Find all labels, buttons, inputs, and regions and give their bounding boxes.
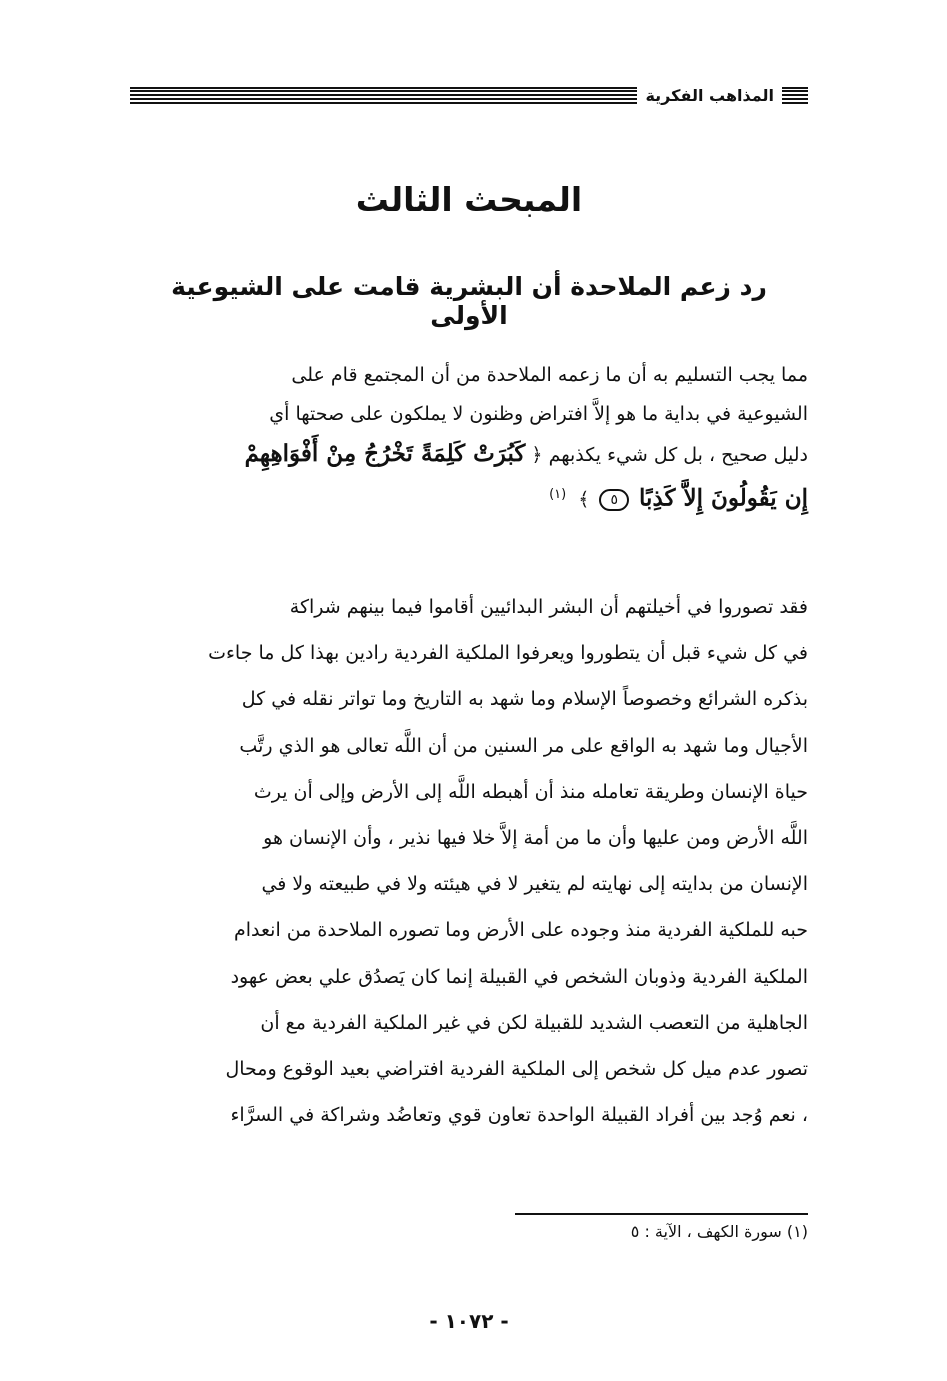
quran-verse-part1: كَبُرَتْ كَلِمَةً تَخْرُجُ مِنْ أَفْوَاهِهِمْ (244, 440, 526, 467)
paragraph-2 (130, 584, 808, 1138)
paragraph-line: في كل شيء قبل أن يتطوروا ويعرفوا الملكية الفردية رادين بهذا كل ما جاءت (208, 642, 808, 665)
paragraph-line (130, 434, 808, 475)
header-rule-left (130, 87, 637, 104)
footnote-divider (515, 1213, 808, 1215)
paragraph-line: الجاهلية من التعصب الشديد للقبيلة لكن في غير الملكية الفردية مع أن (260, 1011, 808, 1034)
paragraph-line: الأجيال وما شهد به الواقع على مر السنين من أن اللَّه تعالى هو الذي رتَّب (239, 734, 808, 757)
running-header (130, 84, 808, 106)
page-number: - ١٠٧٢ - (429, 1309, 509, 1333)
footnote-reference: (١) (549, 487, 567, 502)
paragraph-line-text: دليل صحيح ، بل كل شيء يكذبهم (548, 444, 808, 466)
paragraph-line: الإنسان من بدايته إلى نهايته لم يتغير لا في هيئته ولا في طبيعته ولا في (261, 873, 808, 896)
section-title: المبحث الثالث (355, 180, 583, 219)
paragraph-line: مما يجب التسليم به أن ما زعمه الملاحدة من أن المجتمع قام على (291, 364, 808, 386)
paragraph-line: الشيوعية في بداية ما هو إلاَّ افتراض وظنون لا يملكون على صحتها أي (269, 403, 808, 425)
footnote-text: (١) سورة الكهف ، الآية : ٥ (630, 1222, 808, 1241)
paragraph-line: حياة الإنسان وطريقة تعامله منذ أن أهبطه اللَّه إلى الأرض وإلى أن يرث (253, 780, 808, 803)
paragraph-line: الملكية الفردية وذوبان الشخص في القبيلة إنما كان يَصدُق علي بعض عهود (230, 965, 808, 988)
paragraph-line (130, 475, 808, 519)
quran-verse-part2: إِن يَقُولُونَ إِلاَّ كَذِبًا (639, 484, 808, 512)
header-title: المذاهب الفكرية (645, 85, 774, 105)
quran-bracket-open: ﴿ (531, 444, 543, 466)
paragraph-line: حبه للملكية الفردية منذ وجوده على الأرض وما تصوره الملاحدة من انعدام (233, 919, 808, 942)
paragraph-line: ، نعم وُجد بين أفراد القبيلة الواحدة تعاون قوي وتعاضُد وشراكة في السرَّاء (230, 1104, 808, 1127)
paragraph-line: فقد تصوروا في أخيلتهم أن البشر البدائيين أقاموا فيما بينهم شراكة (289, 596, 808, 618)
paragraph-1 (130, 356, 808, 519)
header-rule-right (782, 87, 808, 104)
quran-bracket-close: ﴾ (578, 488, 590, 511)
paragraph-line: بذكره الشرائع وخصوصاً الإسلام وما شهد به التاريخ وما تواتر نقله في كل (241, 688, 808, 711)
section-subtitle: رد زعم الملاحدة أن البشرية قامت على الشيوعية الأولى (171, 272, 767, 330)
verse-number-badge: ٥ (599, 489, 629, 511)
paragraph-line: اللَّه الأرض ومن عليها وأن ما من أمة إلاَّ خلا فيها نذير ، وأن الإنسان هو (263, 827, 808, 850)
paragraph-line: تصور عدم ميل كل شخص إلى الملكية الفردية افتراضي بعيد الوقوع ومحال (225, 1058, 808, 1081)
